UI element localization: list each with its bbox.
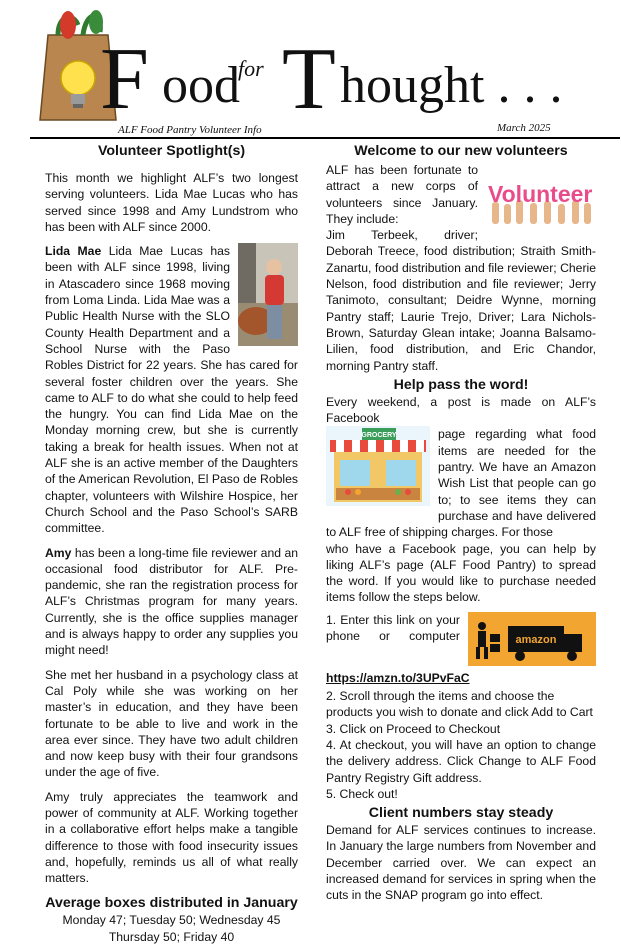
- amazon-wishlist-link[interactable]: https://amzn.to/3UPvFaC: [326, 670, 470, 685]
- masthead-subtitle: ALF Food Pantry Volunteer Info: [118, 124, 262, 136]
- grocery-store-illustration: [326, 426, 430, 506]
- title-for: for: [238, 56, 264, 81]
- spotlight-intro: This month we highlight ALF’s two longest serving volunteers. Lida Mae Lucas who has served since 1998 and Amy Lundstrom who has been with ALF since 2000.: [45, 171, 298, 234]
- step-5: 5. Check out!: [326, 786, 398, 801]
- boxes-heading: Average boxes distributed in January: [45, 895, 298, 912]
- welcome-text-1: ALF has been fortunate to attract a new corps of volunteers since January. They include:: [326, 163, 478, 226]
- lida-mae-text: Lida Mae Lucas has been with ALF since 1998, living in Atascadero since 1968 moving from Loma Linda. Lida Mae was a Public Health Nurse with the SLO County Health Department and a School Nurse with the Paso Robles District for 22 years. She has cared for several foster children over the years. She came to ALF to do what she could to help feed the hungry. You can find Lida Mae on the Monday morning crew, but she is currently taking a break for health issues. When not at ALF she is an active member of the Daughters of the American Revolution, El Paso de Robles chapter, volunteers with Wilshire Hospice, her Church School and the Paso School’s SARB committee.: [45, 244, 298, 536]
- left-column: [45, 142, 298, 945]
- volunteer-word: Volunteer: [488, 181, 593, 207]
- spotlight-heading: Volunteer Spotlight(s): [97, 143, 246, 159]
- amy-paragraph-3: Amy truly appreciates the teamwork and power of community at ALF. Working together in a collaborative effort helps make a tangible difference to those with food insecurity issues and, hopefully, reminds us all of what really matters.: [45, 789, 298, 886]
- lida-mae-name: Lida Mae: [45, 244, 102, 259]
- grocery-sign: GROCERY: [361, 432, 397, 440]
- amy-name: Amy: [45, 545, 72, 560]
- step-2: [326, 688, 596, 721]
- masthead: [0, 0, 621, 145]
- step-1-text: 1. Enter this link on your phone or computer: [326, 612, 460, 644]
- client-text: Demand for ALF services continues to increase. In January the large numbers from November and December carried over. We can expect an increased demand for services in spring when the cuts in the SNAP program go into effect.: [326, 823, 596, 903]
- step-3: 3. Click on Proceed to Checkout: [326, 721, 501, 736]
- title-big-f: F: [100, 31, 149, 128]
- amy-text: has been a long-time file reviewer and an occasional food distributor for ALF. Pre-pandemic, she ran the registration process for ALF’s Christmas program for many years. Currently, she is the office supplies manager and is always happy to order any supplies you might need!: [45, 545, 298, 658]
- title-hought: hought . . .: [340, 57, 563, 114]
- right-column: [326, 142, 596, 912]
- help-text-3: who have a Facebook page, you can help by liking ALF’s page (ALF Food Pantry) to spread the word. If you would like to purchase needed items follow the steps below.: [326, 541, 596, 605]
- help-text-2: page regarding what food items are needed for the pantry. We have an Amazon Wish List that people can go to; to see items they can purchase and have delivered to ALF free of shipping charges. For those: [326, 427, 596, 540]
- step-4: 4. At checkout, you will have an option to change the delivery address. Click Change to ALF Food Pantry Registry Gift address.: [326, 737, 596, 785]
- title-ood: ood: [162, 57, 240, 114]
- amy-paragraph-2: She met her husband in a psychology class at Cal Poly while she was working on her master’s in education, and they have been fortunate to be able to live and work in the area ever since. They have two adult children and now keep busy with their four grandsons under the age of five.: [45, 667, 298, 780]
- step-2-text-a: 2. Scroll through the items and choose the products you: [326, 689, 555, 720]
- amazon-delivery-illustration: [468, 612, 596, 666]
- help-text-1: Every weekend, a post is made on ALF’s Facebook: [326, 394, 596, 426]
- boxes-line-1: Monday 47; Tuesday 50; Wednesday 45: [62, 913, 281, 928]
- boxes-line-2: Thursday 50; Friday 40: [108, 929, 235, 944]
- amazon-word: amazon: [515, 633, 557, 646]
- amy-paragraph: [45, 545, 298, 659]
- welcome-text-2: Jim Terbeek, driver; Deborah Treece, food distribution; Straith Smith-Zanartu, food distribution and file reviewer; Cherie Nelson, food distribution and file reviewer; Jerry Tanimoto, consultant; Deidre Wynne, morning Pantry staff; Laurie Trejo, Driver; Lara Nichols-Brown, Saturday Glean intake; Joanna Balsamo-Lilien, food distribution, and Eric Chandor, morning Pantry staff.: [326, 228, 596, 373]
- welcome-heading: Welcome to our new volunteers: [354, 143, 568, 159]
- volunteer-hands-graphic: [486, 176, 596, 224]
- title-big-t: T: [282, 31, 336, 128]
- client-heading: Client numbers stay steady: [368, 805, 554, 822]
- masthead-rule: [30, 137, 620, 139]
- help-heading: Help pass the word!: [393, 376, 529, 393]
- masthead-date: March 2025: [497, 122, 551, 134]
- lida-mae-photo: [238, 243, 298, 346]
- step-2-text-b: wish to donate and click Add to Cart: [399, 705, 593, 720]
